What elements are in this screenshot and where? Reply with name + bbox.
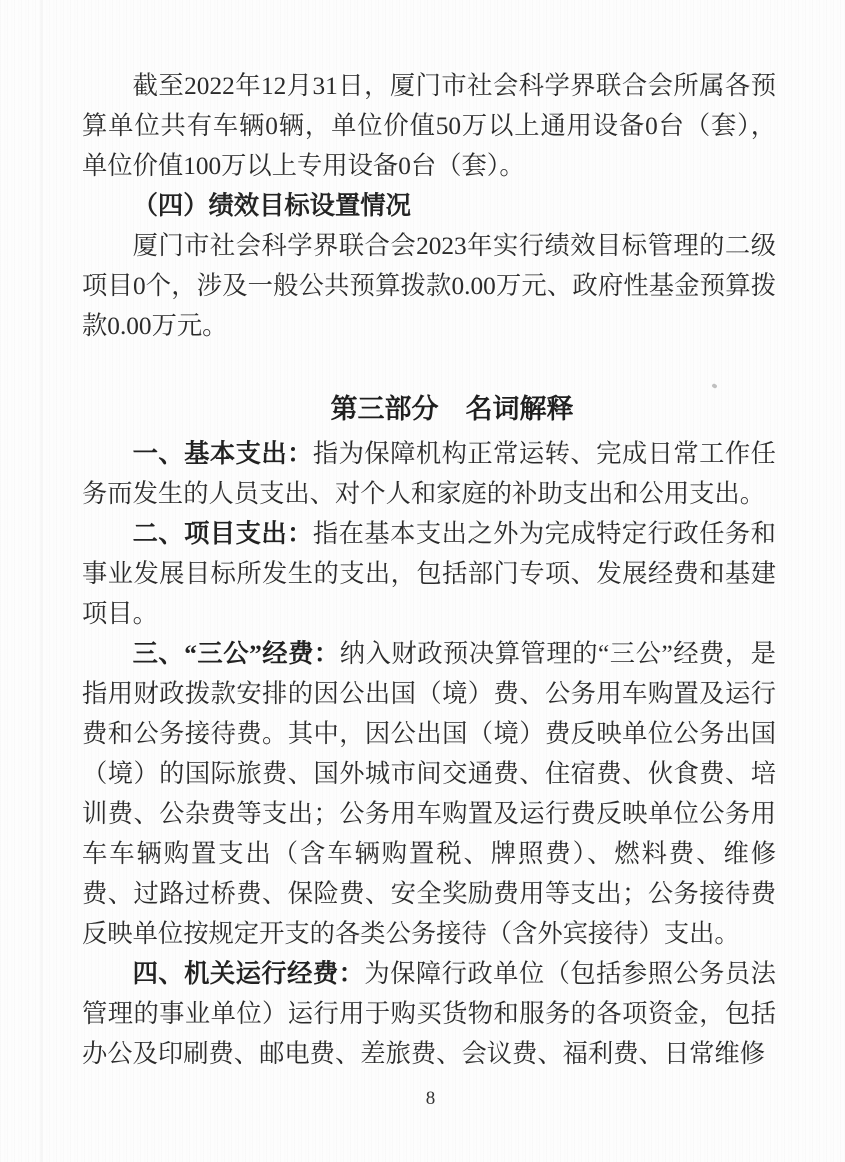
page-number: 8 [425,1088,436,1109]
term-lead: 二、项目支出： [132,520,313,548]
term-text: 为保障行政单位（包括参照公务员法管理的事业单位）运行用于购买货物和服务的各项资金，包括办公及印刷费、邮电费、差旅费、会议费、福利费、日常维修 [82,960,776,1068]
term-text: 指为保障机构正常运转、完成日常工作任务而发生的人员支出、对个人和家庭的补助支出和公用支出。 [82,440,776,508]
term-project-expenditure [82,514,776,634]
term-lead: 三、“三公”经费： [132,640,340,668]
subheading-performance-targets: （四）绩效目标设置情况 [132,192,411,220]
term-lead: 一、基本支出： [132,440,313,468]
term-text: 指在基本支出之外为完成特定行政任务和事业发展目标所发生的支出，包括部门专项、发展经费和基建项目。 [82,520,776,628]
section-title-part3: 第三部分 名词解释 [330,394,574,425]
paragraph-performance: 厦门市社会科学界联合会2023年实行绩效目标管理的二级项目0个，涉及一般公共预算拨款0.00万元、政府性基金预算拨款0.00万元。 [82,232,776,340]
term-three-public-funds [82,634,776,954]
term-lead: 四、机关运行经费： [132,960,365,988]
term-text: 纳入财政预决算管理的“三公”经费，是指用财政拨款安排的因公出国（境）费、公务用车购置及运行费和公务接待费。其中，因公出国（境）费反映单位公务出国（境）的国际旅费、国外城市间交通费、住宿费、伙食费、培训费、公杂费等支出；公务用车购置及运行费反映单位公务用车车辆购置支出（含车辆购置税、牌照费）、燃料费、维修费、过路过桥费、保险费、安全奖励费用等支出；公务接待费反映单位按规定开支的各类公务接待（含外宾接待）支出。 [82,640,776,948]
paragraph-assets: 截至2022年12月31日，厦门市社会科学界联合会所属各预算单位共有车辆0辆，单位价值50万以上通用设备0台（套），单位价值100万以上专用设备0台（套）。 [82,72,776,180]
term-basic-expenditure [82,434,776,514]
page-body [82,66,776,1074]
term-agency-operating-funds [82,954,776,1074]
